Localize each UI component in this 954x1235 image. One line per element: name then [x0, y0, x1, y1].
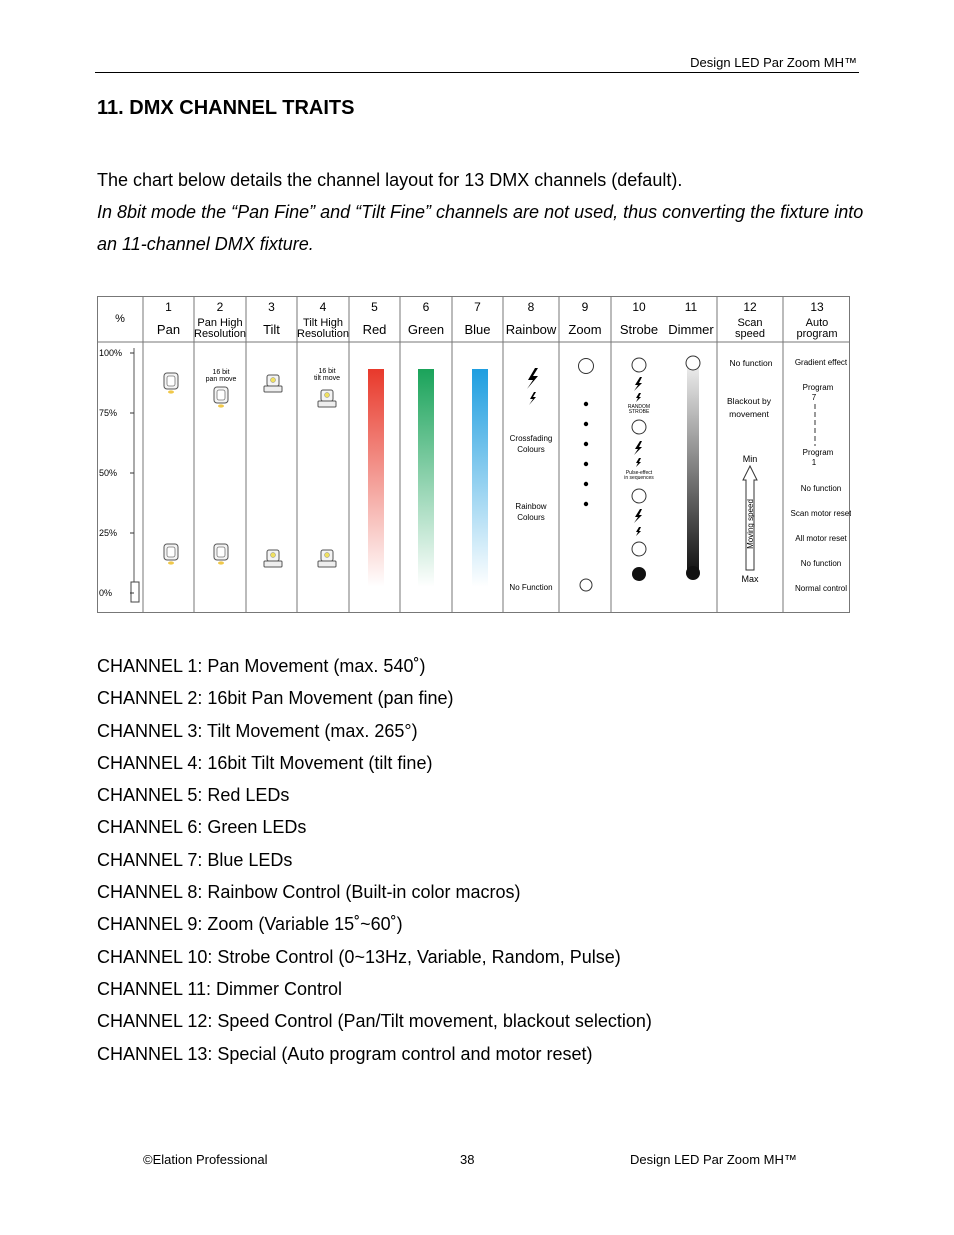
label-line: Colours: [517, 513, 545, 522]
speed-blackout-label: [727, 396, 772, 419]
column-number: 13: [810, 300, 824, 314]
green-gradient-bar: [418, 369, 434, 587]
tilt-fixture-icon: [264, 550, 282, 567]
label-line: Pan: [156, 322, 181, 337]
tilt-fine-fixture-icon: [318, 550, 336, 567]
pan-fine-note: [206, 369, 237, 383]
channel-item: CHANNEL 12: Speed Control (Pan/Tilt movement, blackout selection): [97, 1011, 652, 1032]
channel-item: CHANNEL 11: Dimmer Control: [97, 978, 343, 999]
red-gradient-bar: [368, 369, 384, 587]
blue-gradient-bar: [472, 369, 488, 587]
running-header: Design LED Par Zoom MH™: [690, 55, 857, 70]
label-line: Tilt: [263, 322, 280, 337]
label-line: 16 bit: [212, 369, 230, 376]
column-label: [408, 322, 444, 337]
channel-item: CHANNEL 6: Green LEDs: [97, 817, 307, 838]
auto-all-reset-label: All motor reset: [795, 534, 847, 543]
zoom-wide-circle-icon: [579, 359, 594, 374]
column-label: [464, 322, 490, 337]
column-number: 10: [632, 300, 646, 314]
column-number: 4: [319, 300, 327, 314]
column-label: [363, 322, 387, 337]
column-number: 7: [474, 300, 481, 314]
channel-item: CHANNEL 9: Zoom (Variable 15˚~60˚): [97, 914, 403, 935]
label-line: Colours: [517, 445, 545, 454]
column-number: 2: [216, 300, 224, 314]
label-line: Pulse-effect: [625, 470, 653, 476]
label-line: Auto: [805, 317, 829, 329]
column-label: [735, 317, 765, 340]
zoom-dots: [584, 402, 588, 506]
column-number: 9: [581, 300, 589, 314]
pan-fixture-icon: [164, 544, 178, 565]
intro-line: The chart below details the channel layout for 13 DMX channels (default).: [97, 170, 683, 190]
label-line: Red: [362, 322, 387, 337]
zoom-narrow-circle-icon: [580, 579, 592, 591]
label-line: Rainbow: [515, 502, 547, 511]
channel-item: CHANNEL 10: Strobe Control (0~13Hz, Variable, Random, Pulse): [97, 946, 621, 967]
label-line: Green: [407, 322, 445, 337]
label-line: Scan: [737, 317, 763, 329]
column-number: 3: [268, 300, 275, 314]
channel-item: CHANNEL 5: Red LEDs: [97, 785, 290, 806]
column-label: [620, 322, 658, 337]
channel-item: CHANNEL 4: 16bit Tilt Movement (tilt fine): [97, 752, 433, 773]
column-number: 5: [371, 300, 378, 314]
column-number: 6: [422, 300, 430, 314]
dimmer-off-circle-icon: [686, 356, 700, 370]
label-line: Crossfading: [509, 434, 553, 443]
label-line: STROBE: [628, 409, 650, 415]
tilt-fixture-icon: [264, 375, 282, 392]
tilt-fine-note: [314, 368, 340, 382]
section-title: 11. DMX CHANNEL TRAITS: [97, 97, 355, 119]
scale-label: 25%: [99, 528, 118, 538]
column-label: [506, 322, 557, 337]
rainbow-colours-label: [515, 502, 546, 522]
label-line: Resolution: [194, 328, 246, 340]
strobe-random-label: [628, 404, 650, 415]
auto-normal-label: Normal control: [794, 584, 848, 593]
column-number: 11: [684, 300, 698, 314]
label-line: program: [796, 328, 838, 340]
footer-copyright: ©Elation Professional: [143, 1152, 268, 1167]
page-number: 38: [460, 1152, 475, 1167]
label-line: speed: [735, 328, 765, 340]
channel-item: CHANNEL 8: Rainbow Control (Built-in color macros): [97, 882, 521, 903]
column-number: 12: [743, 300, 757, 314]
label-line: Program: [802, 383, 834, 392]
channel-list: [97, 650, 652, 1070]
dimmer-gradient-bar: [687, 360, 699, 574]
auto-nofunction-label: No function: [800, 484, 842, 493]
channel-item: CHANNEL 2: 16bit Pan Movement (pan fine): [97, 688, 454, 709]
channel-item: CHANNEL 7: Blue LEDs: [97, 849, 293, 870]
label-line: pan move: [205, 376, 237, 383]
column-label: [568, 322, 601, 337]
percent-scale: [99, 348, 134, 598]
pan-fine-fixture-icon: [214, 544, 228, 565]
label-line: Rainbow: [505, 322, 557, 337]
auto-program1-label: [803, 448, 834, 467]
label-line: Program: [802, 448, 834, 457]
scale-label: 75%: [99, 408, 118, 418]
scale-label: 50%: [99, 468, 118, 478]
rainbow-crossfade-label: [510, 434, 553, 454]
strobe-pulse-label: [624, 470, 654, 481]
channel-item: CHANNEL 13: Special (Auto program control and motor reset): [97, 1043, 593, 1064]
pan-fixture-icon: [164, 373, 178, 394]
auto-program7-label: [803, 383, 834, 402]
label-line: tilt move: [313, 375, 341, 382]
label-line: Resolution: [297, 328, 349, 340]
tilt-fine-fixture-icon: [318, 390, 336, 407]
column-number: 1: [165, 300, 172, 314]
column-label: [194, 317, 246, 340]
intro-paragraph: [97, 164, 872, 260]
label-line: 1: [811, 458, 817, 467]
channel-item: CHANNEL 3: Tilt Movement (max. 265°): [97, 720, 418, 741]
percent-label: %: [115, 313, 125, 325]
lightning-icon: [527, 368, 538, 389]
footer-title: Design LED Par Zoom MH™: [630, 1152, 797, 1167]
rainbow-nofunction-label: No Function: [509, 583, 553, 592]
auto-gradient-label: Gradient effect: [794, 358, 848, 367]
label-line: 16 bit: [318, 368, 336, 375]
label-line: Zoom: [568, 322, 602, 337]
label-line: movement: [729, 409, 769, 419]
label-line: Dimmer: [668, 322, 714, 337]
label-line: 7: [811, 393, 817, 402]
auto-nofunction-label: No function: [800, 559, 842, 568]
column-label: [797, 317, 838, 340]
speed-nofunction-label: No function: [729, 358, 773, 368]
lightning-icon: [529, 392, 536, 405]
speed-moving-label: Moving speed: [746, 499, 755, 549]
label-line: Tilt High: [303, 317, 343, 329]
speed-max-label: Max: [741, 574, 759, 584]
column-number: 8: [527, 300, 535, 314]
column-label: [297, 317, 349, 340]
label-line: Pan High: [197, 317, 243, 329]
intro-note: In 8bit mode the “Pan Fine” and “Tilt Fine” channels are not used, thus converting the fixture into an 11-channel DMX fixture.: [97, 202, 864, 254]
label-line: Blackout by: [727, 396, 771, 406]
auto-scan-reset-label: Scan motor reset: [790, 509, 851, 518]
scale-label: 100%: [99, 348, 123, 358]
channel-item: CHANNEL 1: Pan Movement (max. 540˚): [97, 656, 426, 676]
column-headers: [157, 300, 838, 340]
label-line: Blue: [464, 322, 491, 337]
dimmer-full-circle-icon: [686, 566, 700, 580]
column-label: [668, 322, 714, 337]
column-label: [263, 322, 280, 337]
pan-fine-fixture-icon: [214, 387, 228, 408]
speed-min-label: Min: [742, 454, 758, 464]
dmx-channel-chart: [97, 296, 851, 614]
header-rule: [95, 72, 859, 73]
scale-label: 0%: [99, 588, 113, 598]
label-line: Strobe: [619, 322, 659, 337]
column-label: [157, 322, 180, 337]
label-line: in sequences: [624, 475, 654, 481]
label-line: RANDOM: [627, 404, 651, 410]
